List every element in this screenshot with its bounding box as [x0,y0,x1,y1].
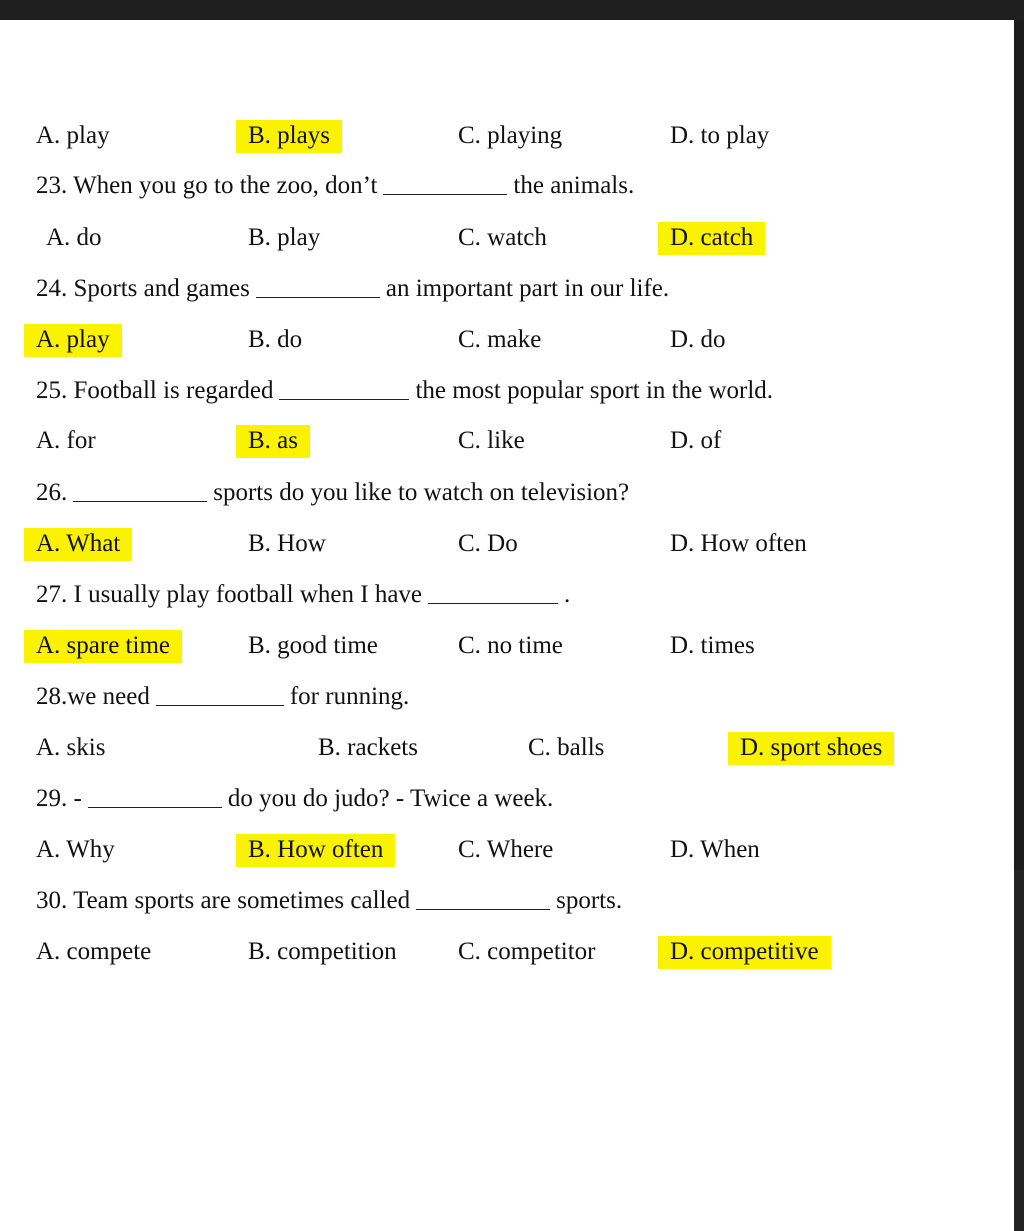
answer-blank [256,271,380,298]
q27-option-c: C. no time [458,632,563,659]
question-29: 29. - do you do judo? - Twice a week. [36,779,553,819]
answer-blank [416,883,550,910]
answer-highlight: A. spare time [24,630,182,663]
q27-option-b: B. good time [248,632,378,659]
q30-option-d [670,932,831,972]
q29-option-c: C. Where [458,836,554,863]
answer-highlight: D. catch [658,222,765,255]
question-23: 23. When you go to the zoo, don’t the animals. [36,166,634,206]
question-27: 27. I usually play football when I have . [36,575,570,615]
answer-blank [156,679,284,706]
q29-option-a: A. Why [36,836,115,863]
document-page [0,20,1014,1231]
question-28: 28.we need for running. [36,677,409,717]
answer-blank [88,781,222,808]
q23-option-a: A. do [46,224,102,251]
q26-option-c: C. Do [458,530,518,557]
window-top-bar [0,0,1024,20]
q26-option-b: B. How [248,530,326,557]
q27-option-d: D. times [670,632,755,659]
q30-option-b: B. competition [248,938,397,965]
question-24: 24. Sports and games an important part in our life. [36,269,669,309]
q29-option-d: D. When [670,836,760,863]
question-25: 25. Football is regarded the most popular sport in the world. [36,371,773,411]
answer-blank [383,168,507,195]
q22-option-b [248,116,342,156]
q26-option-a [36,524,132,564]
answer-highlight: B. How often [236,834,395,867]
answer-highlight: D. sport shoes [728,732,894,765]
q25-option-a: A. for [36,427,96,454]
q23-option-b: B. play [248,224,321,251]
answer-highlight: A. play [24,324,122,357]
q25-option-d: D. of [670,427,722,454]
q24-option-c: C. make [458,326,542,353]
q24-option-a [36,320,122,360]
q25-option-c: C. like [458,427,525,454]
answer-blank [428,577,558,604]
q29-option-b [248,830,395,870]
answer-blank [73,475,207,502]
q24-option-b: B. do [248,326,303,353]
answer-highlight: A. What [24,528,132,561]
q22-option-a: A. play [36,122,110,149]
q24-option-d: D. do [670,326,726,353]
answer-highlight: B. plays [236,120,342,153]
answer-highlight: D. competitive [658,936,831,969]
q25-option-b [248,421,310,461]
q28-option-d [740,728,894,768]
question-30: 30. Team sports are sometimes called sports. [36,881,622,921]
question-26: 26. sports do you like to watch on television? [36,473,629,513]
q26-option-d: D. How often [670,530,807,557]
q23-option-c: C. watch [458,224,547,251]
q28-option-b: B. rackets [318,734,418,761]
q28-option-c: C. balls [528,734,605,761]
q30-option-a: A. compete [36,938,152,965]
answer-highlight: B. as [236,425,310,458]
q23-option-d [670,218,765,258]
q22-option-c: C. playing [458,122,563,149]
q22-option-d: D. to play [670,122,770,149]
answer-blank [279,373,409,400]
q30-option-c: C. competitor [458,938,596,965]
window-right-edge [1014,20,1024,1231]
q28-option-a: A. skis [36,734,106,761]
q27-option-a [36,626,182,666]
